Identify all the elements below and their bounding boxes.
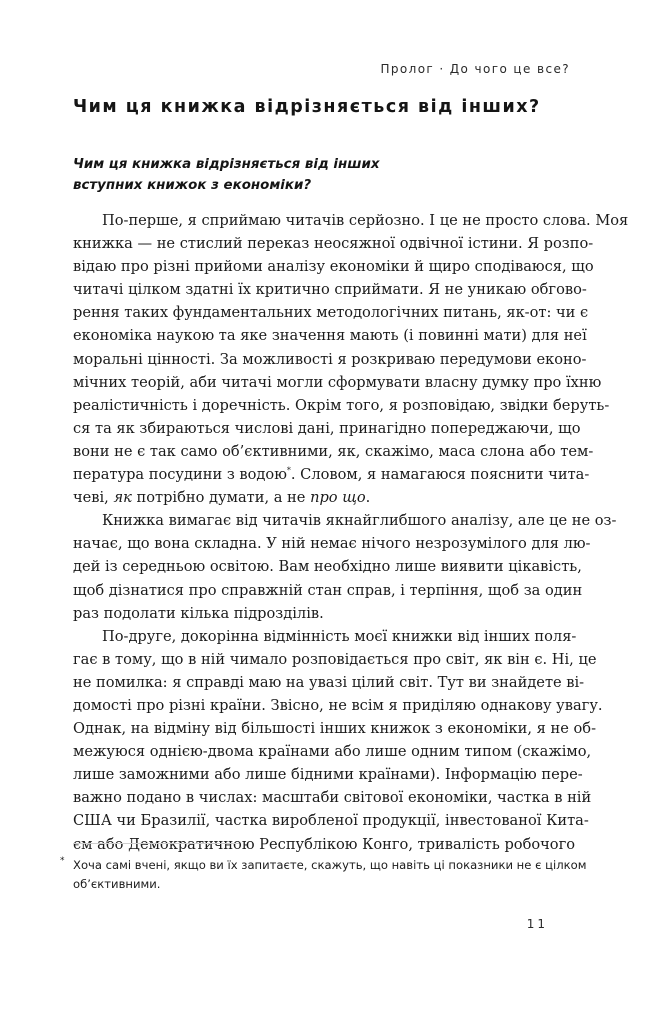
text-fragment: пература посудини з водою (73, 466, 287, 484)
text-line: лише заможними або лише бідними країнами). Інформацію пере- (73, 766, 583, 784)
text-line: Однак, на відміну від більшості інших книжок з економіки, я не об- (73, 720, 597, 738)
footnote-marker: * (60, 856, 65, 866)
text-line (73, 486, 573, 509)
text-line: реалістичність і доречність. Окрім того, я розповідаю, звідки беруть- (73, 396, 610, 414)
text-line: мічних теорій, аби читачі могли сформувати власну думку про їхню (73, 373, 602, 391)
text-line: гає в тому, що в ній чимало розповідається про світ, як він є. Ні, це (73, 650, 597, 668)
text-fragment: чеві, (73, 489, 114, 507)
text-fragment: . (365, 489, 371, 507)
text-line: книжка — не стислий переказ неосяжної одвічної істини. Я розпо- (73, 235, 594, 253)
text-line: дей із середньою освітою. Вам необхідно лише виявити цікавість, (73, 558, 582, 576)
footnote-divider (73, 843, 239, 844)
text-line: По-перше, я сприймаю читачів серйозно. І це не просто слова. Моя (102, 212, 629, 229)
text-line: не помилка: я справді маю на увазі цілий світ. Тут ви знайдете ві- (73, 673, 585, 691)
paragraph (73, 625, 603, 856)
text-line (73, 463, 590, 486)
text-line: відаю про різні прийоми аналізу економіки й щиро сподіваюся, що (73, 258, 594, 276)
footnote-reference[interactable]: * (286, 466, 291, 476)
text-line: ся та як збираються числові дані, принагідно попереджаючи, що (73, 419, 581, 437)
paragraph (73, 209, 629, 509)
emphasis: як (113, 489, 132, 507)
text-line: США чи Бразилії, частка виробленої продукції, інвестованої Кита- (73, 812, 589, 830)
text-fragment: потрібно думати, а не (131, 489, 311, 507)
text-line: моральні цінності. За можливості я розкриваю передумови еконо- (73, 350, 587, 368)
page-number: 11 (526, 917, 548, 931)
text-line: читачі цілком здатні їх критично сприймати. Я не уникаю обгово- (73, 281, 587, 299)
footnote-line: Хоча самі вчені, якщо ви їх запитаєте, скажуть, що навіть ці показники не є цілком (73, 858, 587, 872)
text-fragment: . Словом, я намагаюся пояснити чита- (290, 466, 590, 484)
text-line: По-друге, докорінна відмінність моєї книжки від інших поля- (102, 627, 577, 645)
text-line: рення таких фундаментальних методологічних питань, як-от: чи є (73, 304, 589, 322)
running-head: Пролог · До чого це все? (380, 62, 570, 76)
text-line: економіка наукою та яке значення мають (і повинні мати) для неї (73, 327, 587, 345)
text-line: Книжка вимагає від читачів якнайглибшого аналізу, але це не оз- (102, 512, 617, 530)
paragraph (73, 509, 617, 624)
text-line: начає, що вона складна. У ній немає нічого незрозумілого для лю- (73, 535, 591, 553)
emphasis: про що (310, 489, 366, 507)
text-line: межуюся однією-двома країнами або лише одним типом (скажімо, (73, 743, 592, 761)
text-line: вони не є так само об’єктивними, як, скажімо, маса слона або тем- (73, 442, 594, 460)
question-line: вступних книжок з економіки? (73, 178, 312, 193)
body-text (73, 209, 629, 856)
text-line: єм або Демократичною Республікою Конго, тривалість робочого (73, 835, 576, 853)
text-line: раз подолати кілька підрозділів. (73, 604, 324, 622)
text-line: щоб дізнатися про справжній стан справ, і терпіння, щоб за один (73, 581, 583, 599)
section-title: Чим ця книжка відрізняється від інших? (73, 97, 541, 117)
footnote (60, 856, 587, 893)
question-heading (73, 154, 533, 196)
question-line: Чим ця книжка відрізняється від інших (73, 157, 380, 172)
text-line: важно подано в числах: масштаби світової економіки, частка в ній (73, 789, 592, 807)
footnote-line: об’єктивними. (73, 876, 161, 891)
text-line: домості про різні країни. Звісно, не всім я приділяю однакову увагу. (73, 696, 603, 714)
